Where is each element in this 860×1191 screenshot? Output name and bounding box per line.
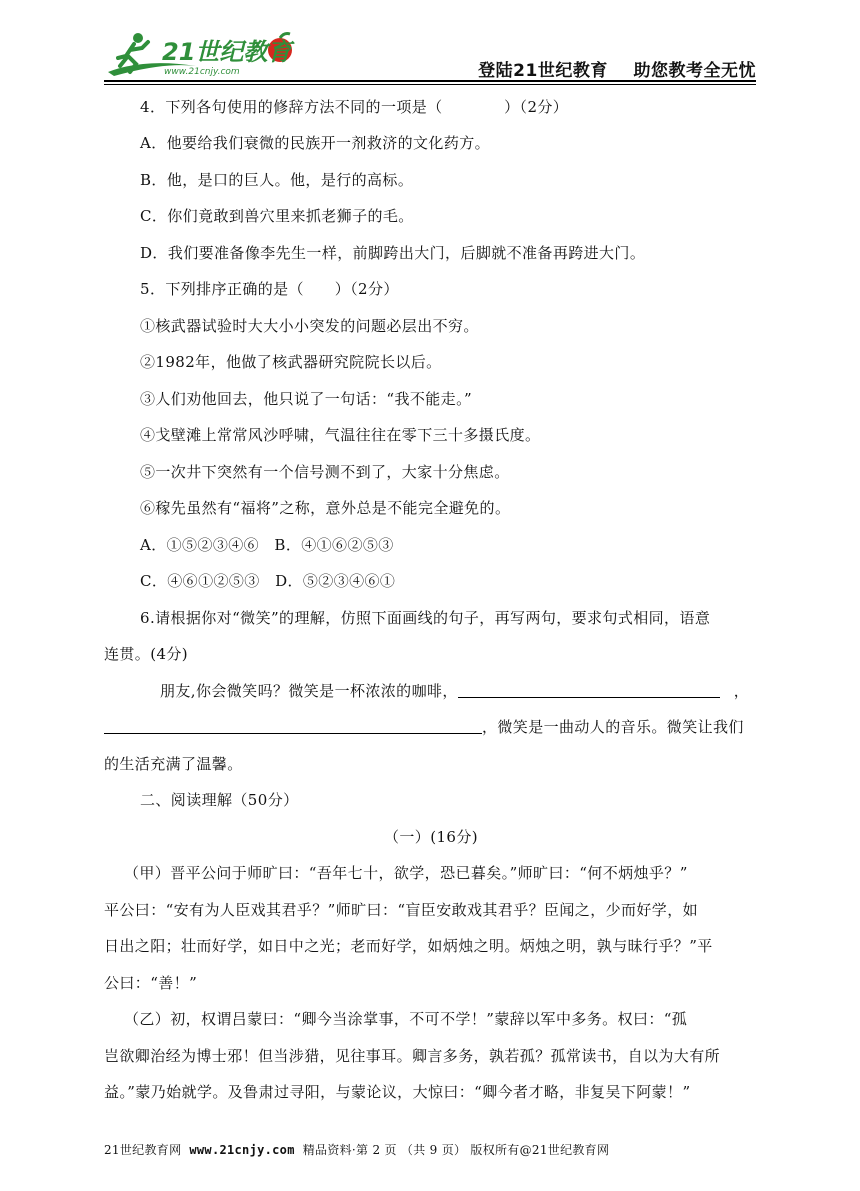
sentence-5: ⑤一次井下突然有一个信号测不到了，大家十分焦虑。 xyxy=(140,463,510,481)
sentence-1: ①核武器试验时大大小小突发的问题必层出不穷。 xyxy=(140,317,479,335)
logo-graphic xyxy=(104,28,304,80)
sentence-2: ②1982年，他做了核武器研究院院长以后。 xyxy=(140,353,442,371)
question-6-cont: 连贯。(4分) xyxy=(104,645,189,663)
passage-jia-3: 日出之阳；壮而好学，如日中之光；老而好学，如炳烛之明。炳烛之明，孰与昧行乎？”平 xyxy=(104,937,713,955)
section-heading: 二、阅读理解（50分） xyxy=(140,791,299,809)
option-a: A．他要给我们衰微的民族开一剂救济的文化药方。 xyxy=(140,134,491,152)
passage-jia-4: 公曰：“善！” xyxy=(104,974,198,992)
sentence-4: ④戈壁滩上常常风沙呼啸，气温往往在零下三十多摄氏度。 xyxy=(140,426,541,444)
passage-yi-1: （乙）初，权谓吕蒙曰：“卿今当涂掌事，不可不学！”蒙辞以军中多务。权曰：“孤 xyxy=(124,1010,688,1028)
footer-org: 21世纪教育网 xyxy=(104,1143,182,1157)
header-slogan: 登陆21世纪教育 助您教考全无忧 xyxy=(478,61,756,81)
imitation-line-3: 的生活充满了温馨。 xyxy=(104,755,243,773)
sentence-3: ③人们劝他回去，他只说了一句话：“我不能走。” xyxy=(140,390,473,408)
option-d: D．我们要准备像李先生一样，前脚跨出大门，后脚就不准备再跨进大门。 xyxy=(140,244,646,262)
imitation-line-2 xyxy=(104,717,744,737)
comma: ， xyxy=(733,682,750,700)
answer-blank-2[interactable] xyxy=(104,718,482,734)
question-5: 5．下列排序正确的是（ ）（2分） xyxy=(140,280,399,298)
passage-jia-1: （甲）晋平公问于师旷曰：“吾年七十，欲学，恐已暮矣。”师旷曰：“何不炳烛乎？” xyxy=(124,864,688,882)
imitation-line-1 xyxy=(160,681,749,701)
header-rule xyxy=(104,80,756,82)
footer-info: 精品资料·第 2 页 （共 9 页） 版权所有@21世纪教育网 xyxy=(302,1143,610,1157)
answer-blank-1[interactable] xyxy=(458,682,720,698)
footer-site-link[interactable]: www.21cnjy.com xyxy=(189,1143,295,1157)
site-logo xyxy=(104,28,304,80)
logo-text: 21世纪教育 xyxy=(162,38,292,66)
imitation-text-1: 朋友,你会微笑吗？微笑是一杯浓浓的咖啡， xyxy=(160,682,458,700)
subsection-heading: （一）(16分) xyxy=(384,828,478,846)
sentence-6: ⑥稼先虽然有“福将”之称，意外总是不能完全避免的。 xyxy=(140,499,511,517)
passage-yi-3: 益。”蒙乃始就学。及鲁肃过寻阳，与蒙论议，大惊曰：“卿今者才略，非复吴下阿蒙！” xyxy=(104,1083,691,1101)
passage-jia-2: 平公曰：“安有为人臣戏其君乎？”师旷曰：“盲臣安敢戏其君乎？臣闻之，少而好学，如 xyxy=(104,901,699,919)
option-c: C．你们竟敢到兽穴里来抓老狮子的毛。 xyxy=(140,207,414,225)
options-cd: C．④⑥①②⑤③ D．⑤②③④⑥① xyxy=(140,572,396,590)
passage-yi-2: 岂欲卿治经为博士邪！但当涉猎，见往事耳。卿言多务，孰若孤？孤常读书，自以为大有所 xyxy=(104,1047,721,1065)
header-rule-thin xyxy=(104,84,756,85)
page-footer xyxy=(104,1141,609,1158)
options-ab: A．①⑤②③④⑥ B．④①⑥②⑤③ xyxy=(140,536,394,554)
question-4: 4．下列各句使用的修辞方法不同的一项是（ ）（2分） xyxy=(140,98,569,116)
logo-url: www.21cnjy.com xyxy=(164,67,240,77)
question-6: 6.请根据你对“微笑”的理解，仿照下面画线的句子，再写两句，要求句式相同，语意 xyxy=(140,609,711,627)
imitation-text-2: ，微笑是一曲动人的音乐。微笑让我们 xyxy=(482,718,744,736)
option-b: B．他，是口的巨人。他，是行的高标。 xyxy=(140,171,414,189)
